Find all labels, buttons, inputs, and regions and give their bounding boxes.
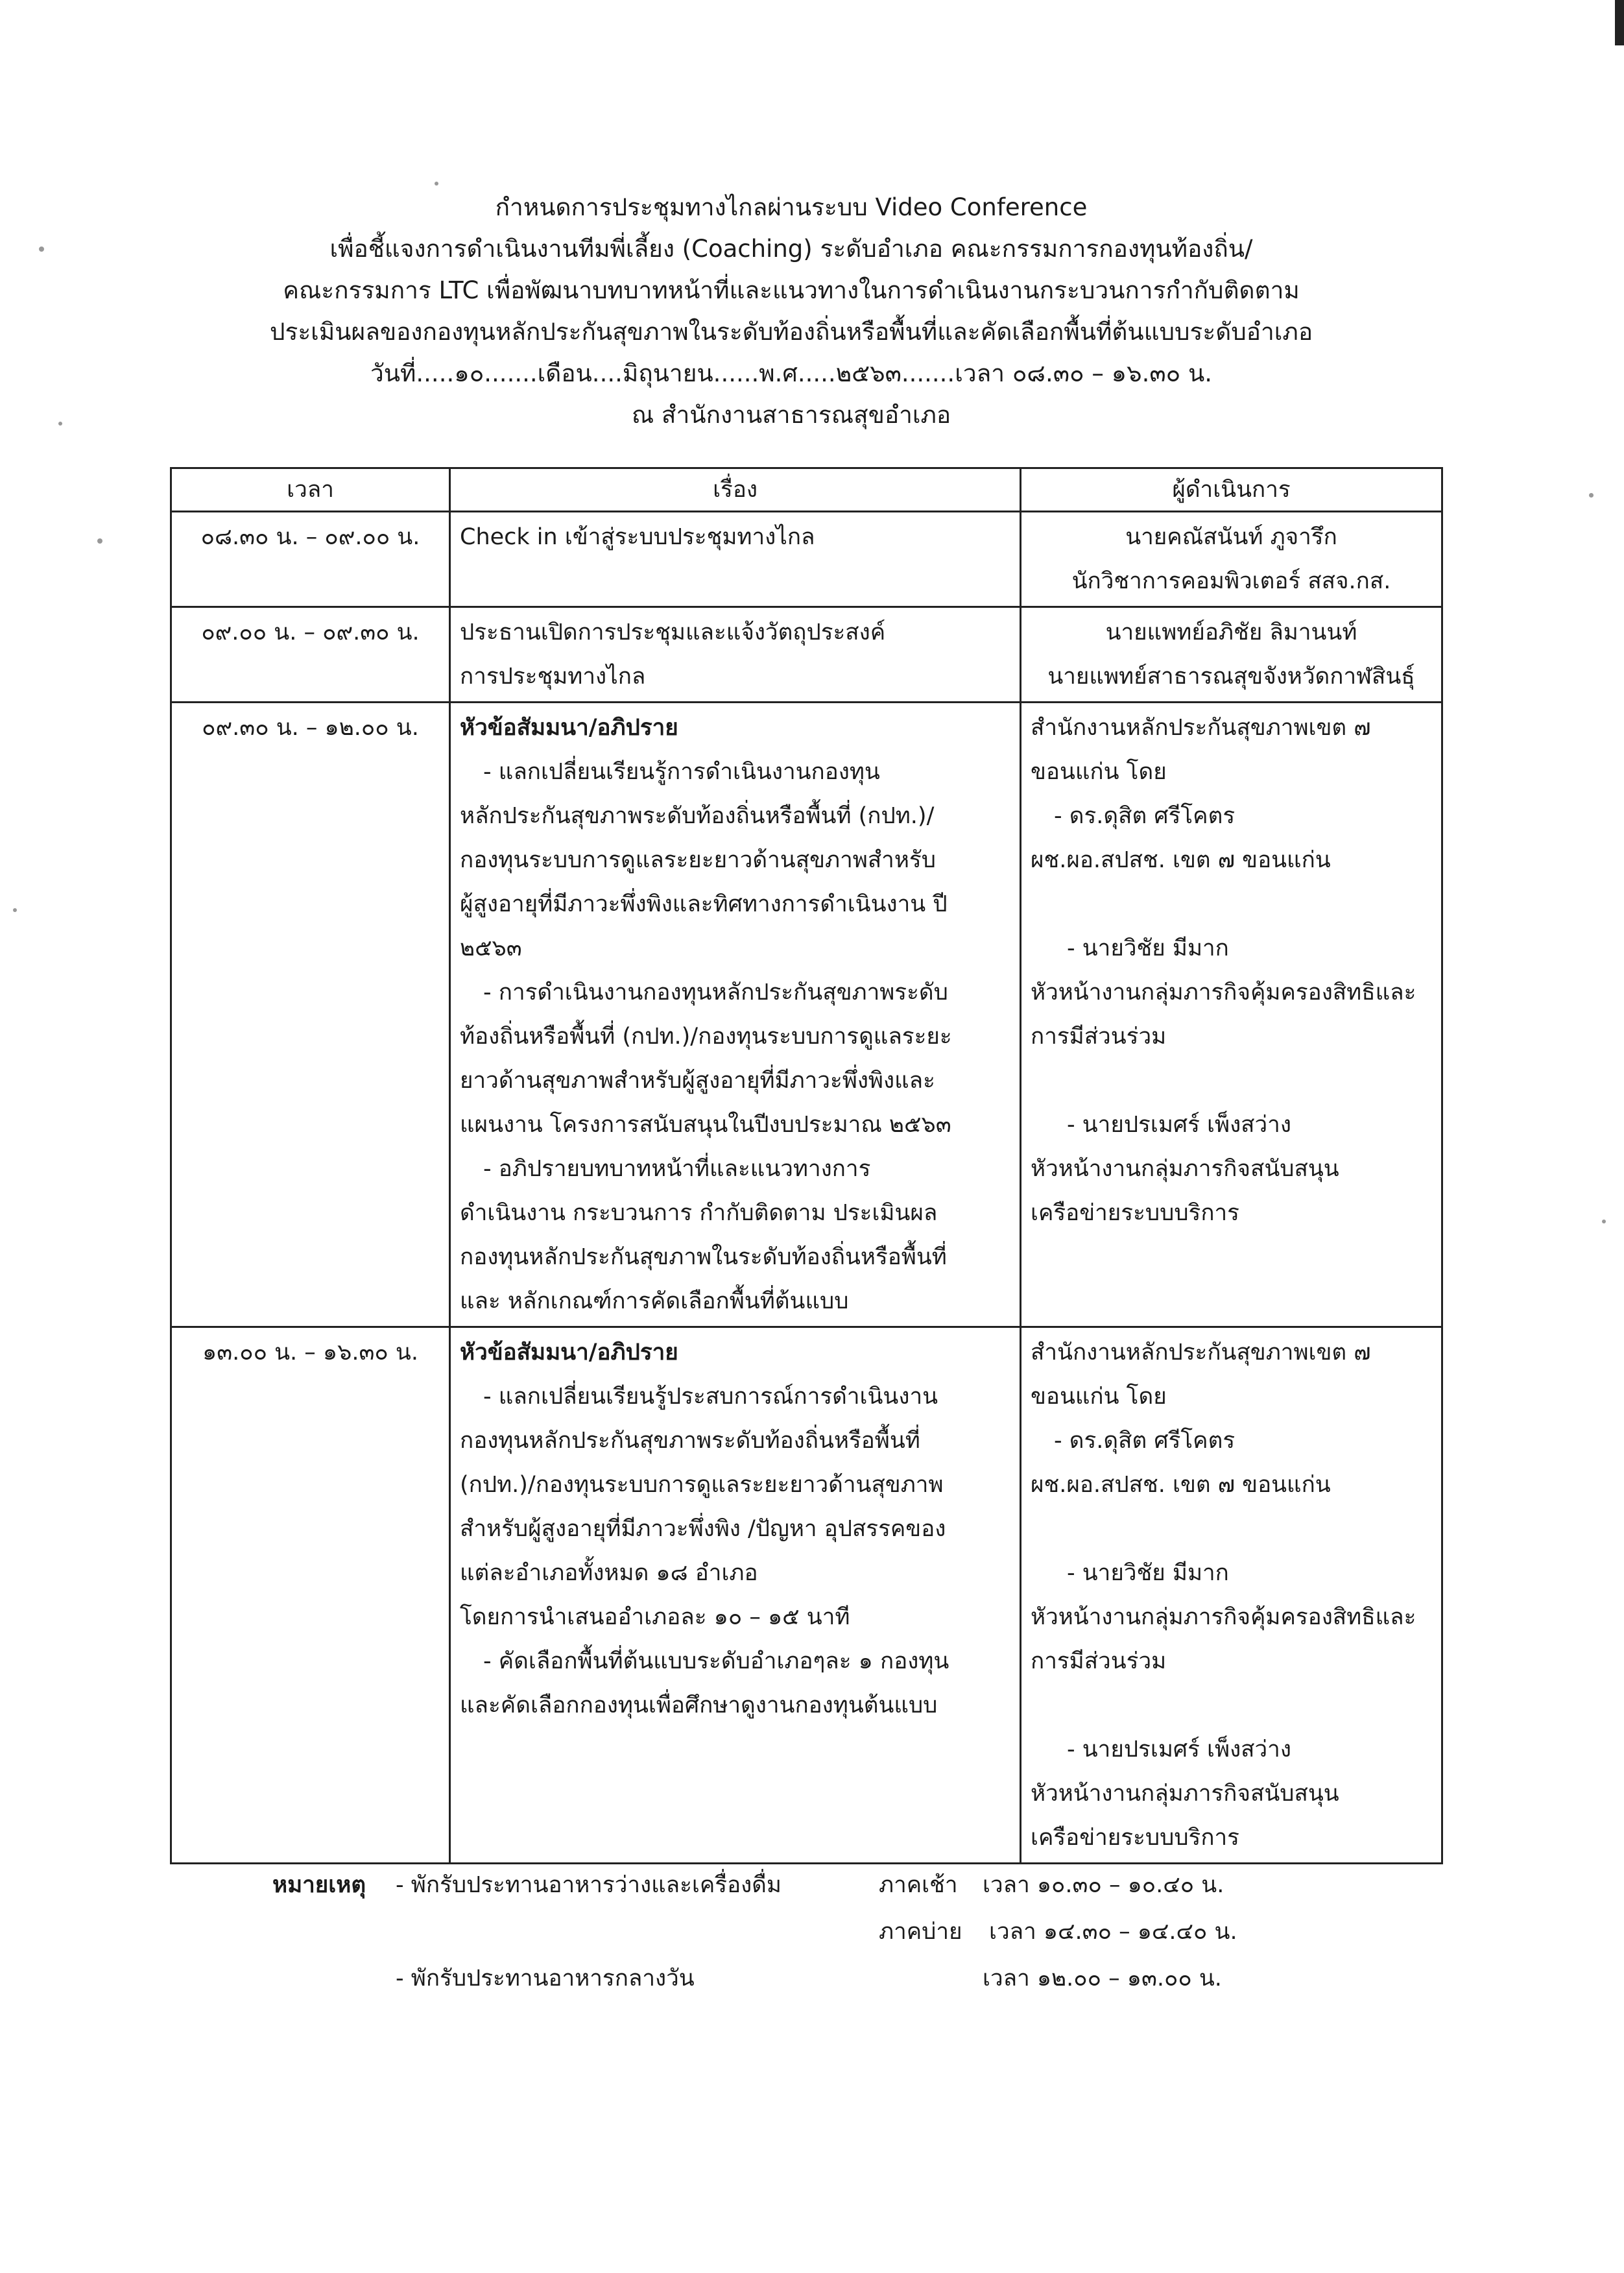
staff-line: ผช.ผอ.สปสช. เขต ๗ ขอนแก่น (1031, 1472, 1331, 1498)
staff-line: ขอนแก่น โดย (1031, 759, 1167, 785)
staff-line: หัวหน้างานกลุ่มภารกิจสนับสนุน (1031, 1156, 1339, 1182)
document-header (130, 187, 1453, 436)
topic-line: (กปท.)/กองทุนระบบการดูแลระยะยาวด้านสุขภาพ (460, 1472, 944, 1498)
staff-line: เครือข่ายระบบบริการ (1031, 1825, 1239, 1851)
table-row (171, 703, 1442, 1327)
staff-line: - นายวิชัย มีมาก (1067, 1560, 1229, 1586)
staff-line: นายแพทย์สาธารณสุขจังหวัดกาฬสินธุ์ (1047, 664, 1415, 690)
staff-cell (1021, 1327, 1442, 1864)
topic-line: โดยการนำเสนออำเภอละ ๑๐ – ๑๕ นาที (460, 1604, 850, 1630)
staff-line: นักวิชาการคอมพิวเตอร์ สสจ.กส. (1071, 568, 1391, 594)
topic-line: ประธานเปิดการประชุมและแจ้งวัตถุประสงค์ (460, 619, 886, 645)
staff-line: หัวหน้างานกลุ่มภารกิจคุ้มครองสิทธิและ (1031, 1604, 1416, 1630)
note-morning-time: เวลา ๑๐.๓๐ – ๑๐.๔๐ น. (983, 1872, 1224, 1898)
note-lunch-text: - พักรับประทานอาหารกลางวัน (396, 1966, 695, 1991)
scan-speck (1602, 1220, 1606, 1223)
staff-line: ผช.ผอ.สปสช. เขต ๗ ขอนแก่น (1031, 847, 1331, 873)
topic-line: ๒๕๖๓ (460, 935, 522, 961)
spacer (1031, 1059, 1432, 1103)
topic-line: ยาวด้านสุขภาพสำหรับผู้สูงอายุที่มีภาวะพึ่งพิงและ (460, 1068, 935, 1094)
topic-line: สำหรับผู้สูงอายุที่มีภาวะพึ่งพิง /ปัญหา อุปสรรคของ (460, 1516, 946, 1542)
topic-line: กองทุนหลักประกันสุขภาพระดับท้องถิ่นหรือพื้นที่ (460, 1428, 920, 1454)
staff-line: หัวหน้างานกลุ่มภารกิจคุ้มครองสิทธิและ (1031, 980, 1416, 1005)
staff-cell (1021, 703, 1442, 1327)
staff-line: ขอนแก่น โดย (1031, 1384, 1167, 1410)
spacer (1031, 882, 1432, 926)
topic-line: และคัดเลือกกองทุนเพื่อศึกษาดูงานกองทุนต้นแบบ (460, 1692, 938, 1718)
topic-cell (450, 1327, 1021, 1864)
notes-label: หมายเหตุ (272, 1872, 366, 1898)
staff-line: - นายปรเมศร์ เพ็งสว่าง (1067, 1112, 1291, 1138)
topic-line: ดำเนินงาน กระบวนการ กำกับติดตาม ประเมินผล (460, 1200, 938, 1226)
staff-line: เครือข่ายระบบบริการ (1031, 1200, 1239, 1226)
staff-cell (1021, 512, 1442, 607)
table-header-row (171, 468, 1442, 512)
topic-line: กองทุนระบบการดูแลระยะยาวด้านสุขภาพสำหรับ (460, 847, 936, 873)
time-cell: ๑๓.๐๐ น. – ๑๖.๓๐ น. (171, 1327, 450, 1864)
time-cell: ๐๙.๐๐ น. – ๐๙.๓๐ น. (171, 607, 450, 703)
topic-line: แผนงาน โครงการสนับสนุนในปีงบประมาณ ๒๕๖๓ (460, 1112, 951, 1138)
note-afternoon-label: ภาคบ่าย (879, 1919, 962, 1945)
staff-line: สำนักงานหลักประกันสุขภาพเขต ๗ (1031, 1340, 1371, 1365)
table-row (171, 607, 1442, 703)
header-subtitle-line: เพื่อชี้แจงการดำเนินงานทีมพี่เลี้ยง (Coaching) ระดับอำเภอ คณะกรรมการกองทุนท้องถิ่น/ (329, 235, 1253, 263)
scan-speck (58, 422, 62, 426)
time-cell: ๐๘.๓๐ น. – ๐๙.๐๐ น. (171, 512, 450, 607)
topic-line: - แลกเปลี่ยนเรียนรู้ประสบการณ์การดำเนินงาน (483, 1384, 938, 1410)
topic-cell (450, 703, 1021, 1327)
topic-line: - แลกเปลี่ยนเรียนรู้การดำเนินงานกองทุน (483, 759, 880, 785)
schedule-table (170, 467, 1443, 1864)
scan-speck (435, 182, 438, 186)
staff-line: - ดร.ดุสิต ศรีโคตร (1054, 1428, 1236, 1454)
topic-heading: หัวข้อสัมมนา/อภิปราย (460, 715, 678, 741)
spacer (1031, 1507, 1432, 1551)
staff-cell (1021, 607, 1442, 703)
header-subtitle-line: ประเมินผลของกองทุนหลักประกันสุขภาพในระดับท้องถิ่นหรือพื้นที่และคัดเลือกพื้นที่ต้นแบบระดับอำเภอ (269, 318, 1313, 346)
spacer (1031, 1683, 1432, 1727)
topic-line: การประชุมทางไกล (460, 664, 646, 690)
staff-line: สำนักงานหลักประกันสุขภาพเขต ๗ (1031, 715, 1371, 741)
header-venue: ณ สำนักงานสาธารณสุขอำเภอ (631, 401, 951, 429)
note-afternoon-time: เวลา ๑๔.๓๐ – ๑๔.๔๐ น. (989, 1919, 1237, 1945)
note-snack-text: - พักรับประทานอาหารว่างและเครื่องดื่ม (396, 1872, 782, 1898)
topic-line: และ หลักเกณฑ์การคัดเลือกพื้นที่ต้นแบบ (460, 1288, 849, 1314)
topic-cell (450, 512, 1021, 607)
topic-line: Check in เข้าสู่ระบบประชุมทางไกล (460, 524, 815, 550)
column-header-time: เวลา (171, 468, 450, 512)
note-morning-label: ภาคเช้า (879, 1872, 958, 1898)
note-lunch-time: เวลา ๑๒.๐๐ – ๑๓.๐๐ น. (983, 1966, 1222, 1991)
scan-speck (1589, 493, 1594, 498)
staff-line: การมีส่วนร่วม (1031, 1648, 1167, 1674)
scan-speck (39, 247, 44, 252)
topic-line: ผู้สูงอายุที่มีภาวะพึ่งพิงและทิศทางการดำเนินงาน ปี (460, 891, 948, 917)
topic-line: ท้องถิ่นหรือพื้นที่ (กปท.)/กองทุนระบบการดูแลระยะ (460, 1024, 952, 1050)
staff-line: นายคณัสนันท์ ภูจารึก (1125, 524, 1337, 550)
staff-line: การมีส่วนร่วม (1031, 1024, 1167, 1050)
header-subtitle-line: คณะกรรมการ LTC เพื่อพัฒนาบทบาทหน้าที่และแนวทางในการดำเนินงานกระบวนการกำกับติดตาม (283, 276, 1300, 304)
topic-line: หลักประกันสุขภาพระดับท้องถิ่นหรือพื้นที่ (กปท.)/ (460, 803, 935, 829)
staff-line: หัวหน้างานกลุ่มภารกิจสนับสนุน (1031, 1781, 1339, 1807)
topic-heading: หัวข้อสัมมนา/อภิปราย (460, 1340, 678, 1365)
header-date-line: วันที่.....๑๐.......เดือน....มิถุนายน......พ.ศ.....๒๕๖๓.......เวลา ๐๘.๓๐ – ๑๖.๓๐ น. (370, 359, 1213, 387)
topic-line: แต่ละอำเภอทั้งหมด ๑๘ อำเภอ (460, 1560, 758, 1586)
time-cell: ๐๙.๓๐ น. – ๑๒.๐๐ น. (171, 703, 450, 1327)
scan-speck (97, 538, 102, 544)
scan-edge-right (1615, 0, 1624, 45)
topic-line: กองทุนหลักประกันสุขภาพในระดับท้องถิ่นหรือพื้นที่ (460, 1244, 947, 1270)
topic-line: - การดำเนินงานกองทุนหลักประกันสุขภาพระดับ (483, 980, 948, 1005)
header-title: กำหนดการประชุมทางไกลผ่านระบบ Video Conference (495, 193, 1088, 221)
scan-speck (13, 908, 17, 912)
topic-line: - คัดเลือกพื้นที่ต้นแบบระดับอำเภอๆละ ๑ กองทุน (483, 1648, 949, 1674)
staff-line: - นายวิชัย มีมาก (1067, 935, 1229, 961)
staff-line: นายแพทย์อภิชัย ลิมานนท์ (1105, 619, 1357, 645)
topic-cell (450, 607, 1021, 703)
staff-line: - ดร.ดุสิต ศรีโคตร (1054, 803, 1236, 829)
column-header-topic: เรื่อง (450, 468, 1021, 512)
topic-line: - อภิปรายบทบาทหน้าที่และแนวทางการ (483, 1156, 871, 1182)
table-row (171, 1327, 1442, 1864)
table-row (171, 512, 1442, 607)
staff-line: - นายปรเมศร์ เพ็งสว่าง (1067, 1737, 1291, 1762)
column-header-staff: ผู้ดำเนินการ (1021, 468, 1442, 512)
